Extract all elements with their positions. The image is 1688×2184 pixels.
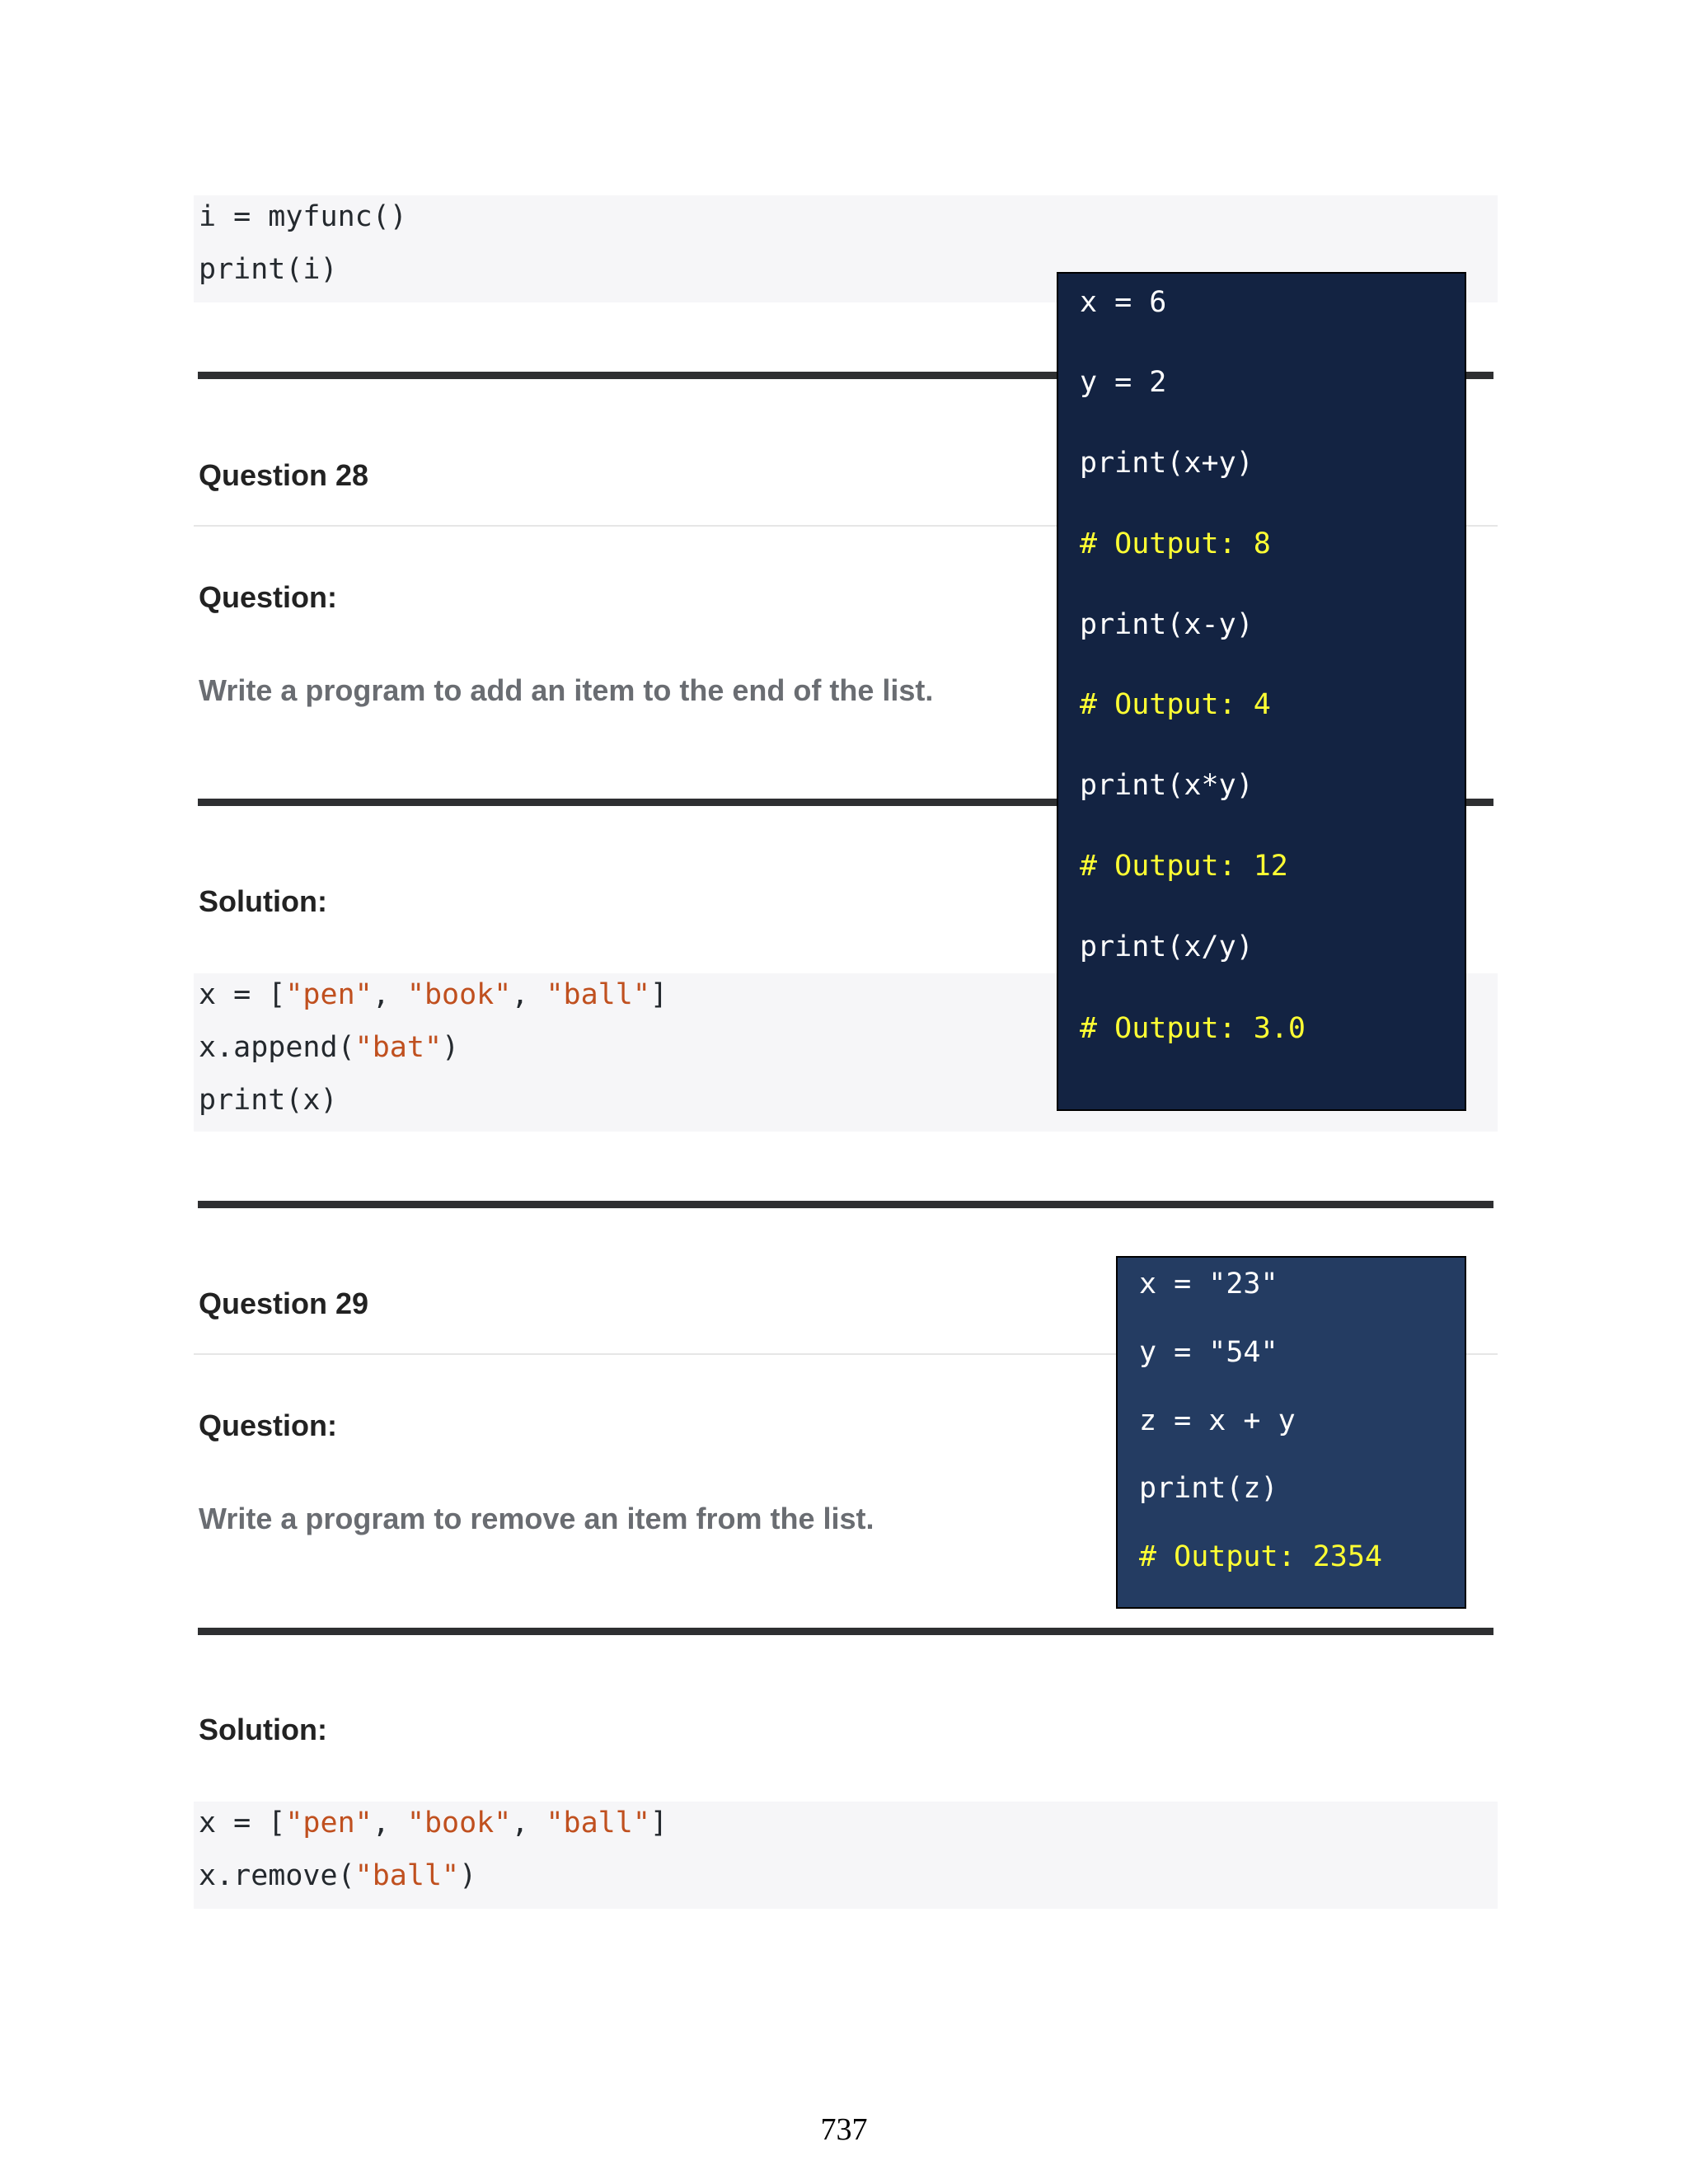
question-29-text: Write a program to remove an item from the list.: [199, 1502, 874, 1535]
code-block-q29: [194, 1802, 1498, 1909]
overlay-code-line: print(x*y): [1080, 769, 1254, 802]
question-29-label: Question:: [199, 1408, 337, 1442]
code-line: print(x): [199, 1084, 338, 1117]
overlay-code-line: x = "23": [1139, 1268, 1278, 1301]
overlay-comment-line: # Output: 2354: [1139, 1540, 1383, 1573]
code-line: x = ["pen", "book", "ball"]: [199, 978, 668, 1011]
overlay-code-line: x = 6: [1080, 286, 1167, 319]
overlay-code-line: y = "54": [1139, 1336, 1278, 1369]
code-overlay-arithmetic: [1057, 272, 1466, 1111]
overlay-comment-line: # Output: 12: [1080, 850, 1288, 883]
overlay-comment-line: # Output: 3.0: [1080, 1012, 1306, 1045]
overlay-code-line: print(x-y): [1080, 608, 1254, 641]
overlay-code-line: print(x+y): [1080, 447, 1254, 480]
question-28-label: Question:: [199, 580, 337, 614]
question-28-solution-label: Solution:: [199, 884, 327, 918]
page-number: 737: [820, 2112, 868, 2147]
code-line: print(i): [199, 253, 338, 286]
question-28-text: Write a program to add an item to the end of the list.: [199, 673, 934, 707]
question-29-solution-label: Solution:: [199, 1713, 327, 1746]
overlay-comment-line: # Output: 4: [1080, 688, 1271, 721]
section-divider: [198, 1628, 1493, 1635]
question-29-title: Question 29: [199, 1286, 369, 1320]
code-line: x.append("bat"): [199, 1031, 460, 1064]
overlay-code-line: print(z): [1139, 1472, 1278, 1505]
code-line: x.remove("ball"): [199, 1859, 477, 1892]
question-28-title: Question 28: [199, 458, 369, 492]
overlay-code-line: print(x/y): [1080, 930, 1254, 963]
overlay-code-line: y = 2: [1080, 366, 1167, 399]
section-divider: [198, 1201, 1493, 1208]
overlay-code-line: z = x + y: [1139, 1404, 1296, 1437]
code-line: i = myfunc(): [199, 200, 407, 233]
code-line: x = ["pen", "book", "ball"]: [199, 1807, 668, 1840]
overlay-comment-line: # Output: 8: [1080, 527, 1271, 560]
code-overlay-concatenation: [1116, 1256, 1466, 1609]
